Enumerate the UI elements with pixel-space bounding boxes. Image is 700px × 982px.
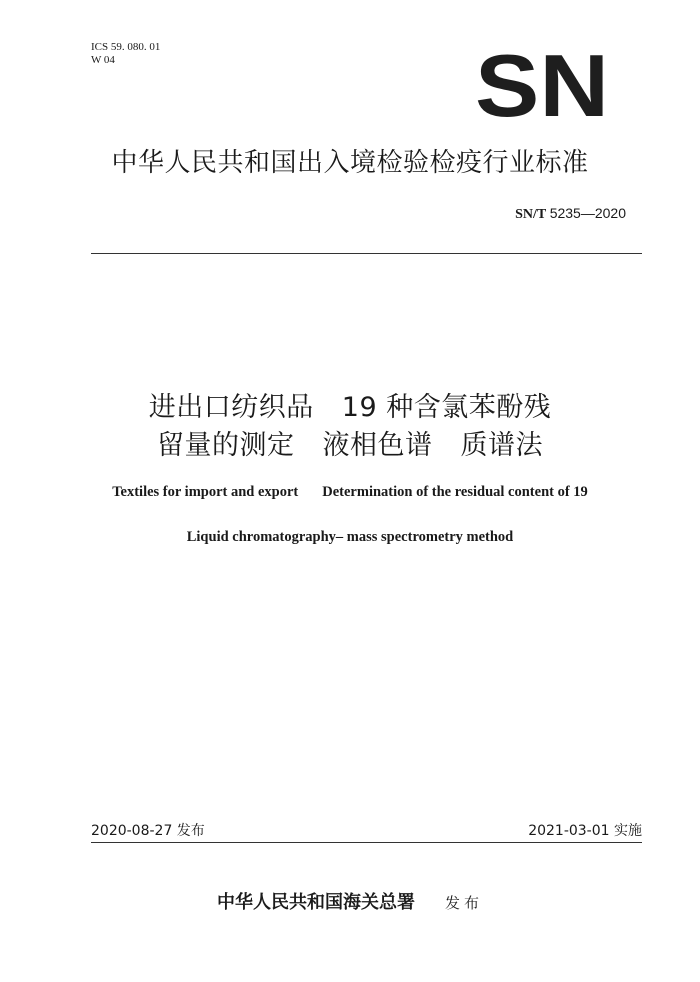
- ics-code-block: [91, 41, 160, 67]
- title-en-line1-part2: Determination of the residual content of 19: [322, 484, 588, 500]
- issuer-name: 中华人民共和国海关总署: [216, 892, 415, 913]
- title-en-line2: Liquid chromatography– mass spectrometry method: [186, 529, 514, 545]
- title-en-line1-part1: Textiles for import and export: [112, 484, 299, 500]
- title-en-line1: [0, 484, 700, 501]
- issuer-line: [0, 888, 700, 914]
- standard-number-prefix: SN/T: [515, 207, 547, 222]
- implementation-date: 2021-03-01 实施: [528, 823, 642, 839]
- sn-logo: [474, 50, 610, 120]
- top-divider: [91, 253, 642, 254]
- title-cn-line1-part2: 19 种含氯苯酚残: [341, 392, 552, 423]
- issue-date: 2020-08-27 发布: [91, 823, 205, 839]
- title-cn-line2-part1: 留量的测定: [157, 430, 295, 461]
- ics-code: ICS 59. 080. 01: [91, 41, 161, 53]
- title-cn-line2-part3: 质谱法: [460, 430, 543, 461]
- title-cn-line2-part2: 液相色谱: [322, 430, 433, 461]
- standard-type-title: 中华人民共和国出入境检验检疫行业标准: [111, 148, 589, 178]
- title-cn-line1: [0, 385, 700, 424]
- standard-number: [515, 205, 626, 223]
- category-code: W 04: [91, 54, 115, 66]
- sn-logo-text: SN: [475, 50, 609, 120]
- standard-number-value: 5235—2020: [549, 205, 626, 221]
- title-cn-line1-part1: 进出口纺织品: [148, 392, 314, 423]
- title-cn-line2: [0, 423, 700, 462]
- bottom-divider: [91, 842, 642, 843]
- issuer-action: 发布: [444, 894, 483, 912]
